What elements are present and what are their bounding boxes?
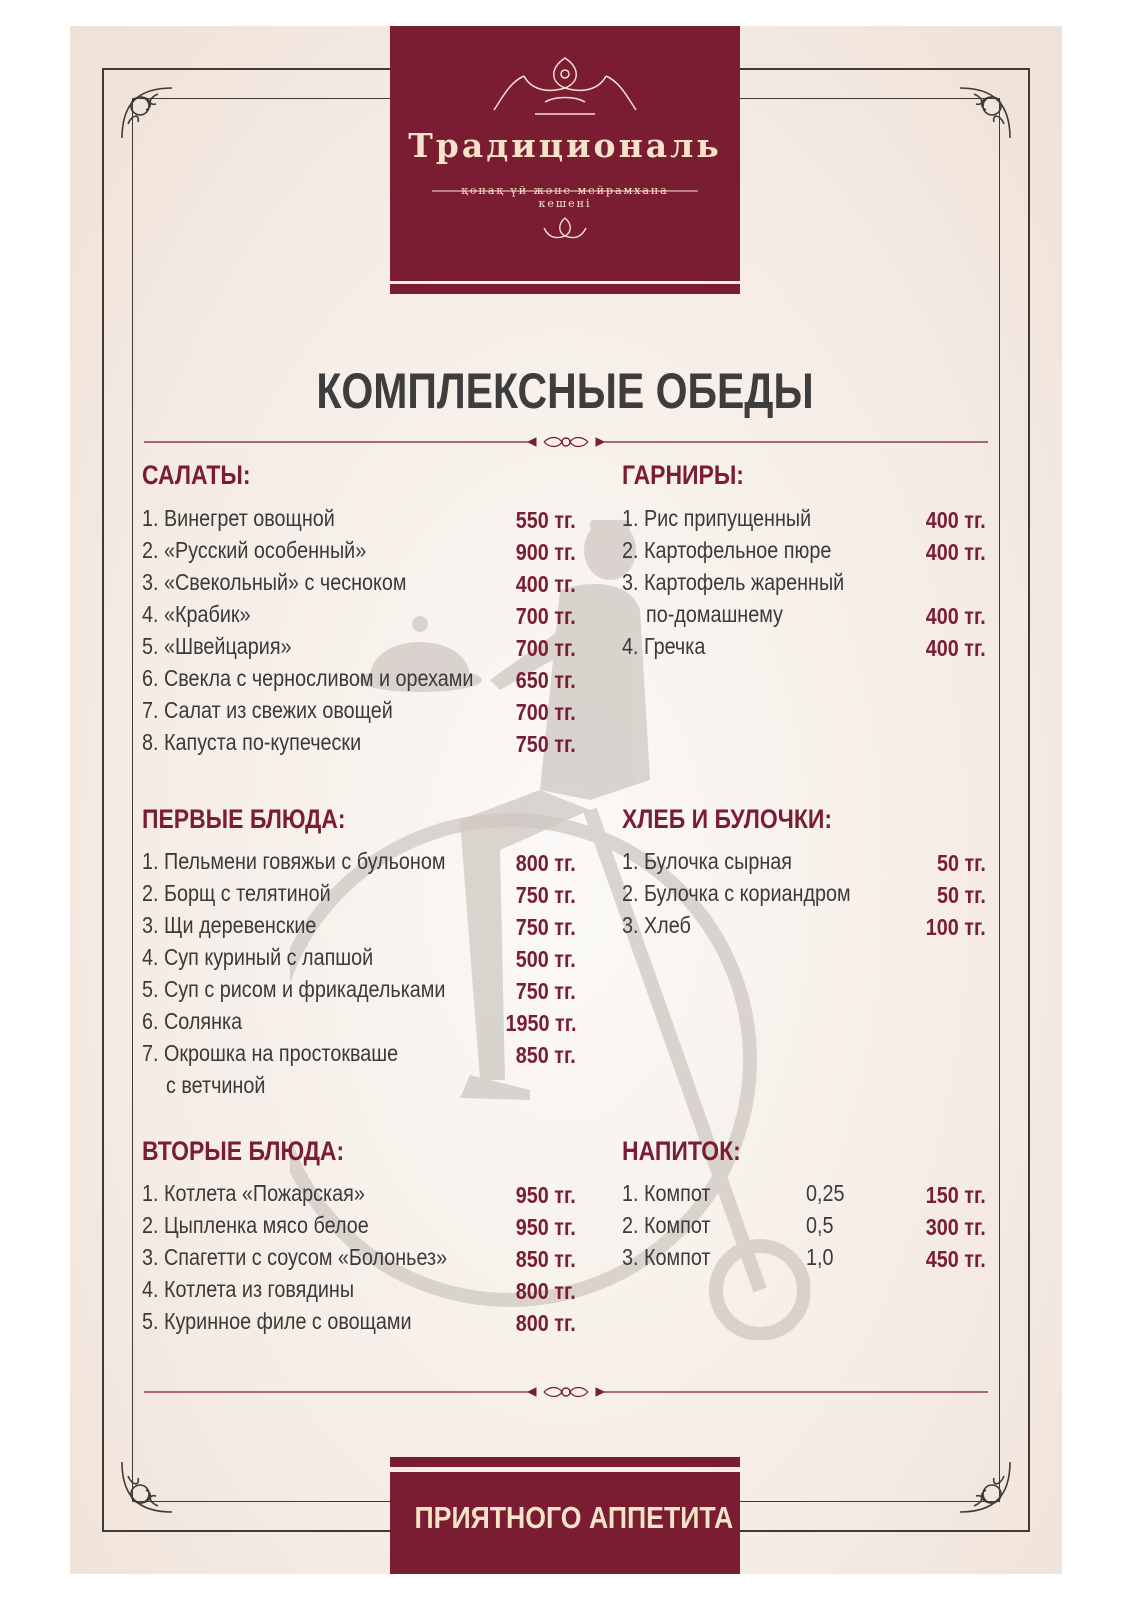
item-price: 700 тг. (516, 603, 576, 629)
item-volume: 0,25 (806, 1180, 845, 1206)
item-price: 300 тг. (926, 1214, 986, 1240)
item-price: 400 тг. (516, 571, 576, 597)
item-price: 450 тг. (926, 1246, 986, 1272)
item-price: 650 тг. (516, 667, 576, 693)
item-price: 800 тг. (516, 1310, 576, 1336)
brand-subtitle-line1: қонақ үй және мейрамхана (461, 184, 669, 197)
item-price: 150 тг. (926, 1182, 986, 1208)
brand-subtitle-line2: кешені (538, 197, 592, 210)
section-title-drinks: НАПИТОК: (622, 1136, 741, 1166)
list-item: 5. Куринное филе с овощами (142, 1308, 412, 1334)
section-title-bread: ХЛЕБ И БУЛОЧКИ: (622, 804, 833, 834)
item-price: 50 тг. (937, 882, 986, 908)
item-price: 700 тг. (516, 635, 576, 661)
list-item: 1. Винегрет овощной (142, 505, 335, 531)
list-item: 2. Цыпленка мясо белое (142, 1212, 369, 1238)
item-price: 750 тг. (516, 882, 576, 908)
flourish-corner-icon (956, 84, 1014, 142)
ornament-divider-icon (144, 434, 988, 450)
list-item: 6. Свекла с черносливом и орехами (142, 665, 474, 691)
item-price: 750 тг. (516, 978, 576, 1004)
section-title-second-courses: ВТОРЫЕ БЛЮДА: (142, 1136, 345, 1166)
list-item: 5. Суп с рисом и фрикадельками (142, 976, 446, 1002)
list-item: 2. Компот (622, 1212, 711, 1238)
brand-small-ornament-icon (540, 214, 590, 246)
item-volume: 0,5 (806, 1212, 834, 1238)
page-title: КОМПЛЕКСНЫЕ ОБЕДЫ (316, 363, 814, 419)
brand-name: Традициональ (408, 126, 722, 165)
flourish-corner-icon (118, 1458, 176, 1516)
list-item: 4. Суп куриный с лапшой (142, 944, 374, 970)
item-price: 700 тг. (516, 699, 576, 725)
list-item: 1. Компот (622, 1180, 711, 1206)
list-item-continuation: с ветчиной (166, 1072, 266, 1098)
flourish-corner-icon (118, 84, 176, 142)
item-price: 950 тг. (516, 1214, 576, 1240)
brand-ornament-icon (490, 52, 640, 122)
list-item: 2. «Русский особенный» (142, 537, 367, 563)
list-item: 1. Булочка сырная (622, 848, 792, 874)
list-item: 2. Булочка с кориандром (622, 880, 851, 906)
list-item: 8. Капуста по-купечески (142, 729, 362, 755)
list-item: 4. Котлета из говядины (142, 1276, 355, 1302)
list-item: 4. «Крабик» (142, 601, 251, 627)
item-price: 750 тг. (516, 731, 576, 757)
item-price: 400 тг. (926, 507, 986, 533)
list-item-continuation: по-домашнему (646, 601, 783, 627)
item-price: 550 тг. (516, 507, 576, 533)
item-price: 500 тг. (516, 946, 576, 972)
item-price: 400 тг. (926, 635, 986, 661)
list-item: 2. Борщ с телятиной (142, 880, 331, 906)
list-item: 3. Спагетти с соусом «Болоньез» (142, 1244, 448, 1270)
list-item: 2. Картофельное пюре (622, 537, 832, 563)
flourish-corner-icon (956, 1458, 1014, 1516)
section-title-sides: ГАРНИРЫ: (622, 460, 744, 490)
list-item: 3. «Свекольный» с чесноком (142, 569, 407, 595)
footer-bar (390, 1457, 740, 1467)
list-item: 3. Компот (622, 1244, 711, 1270)
item-price: 800 тг. (516, 850, 576, 876)
list-item: 5. «Швейцария» (142, 633, 292, 659)
section-title-first-courses: ПЕРВЫЕ БЛЮДА: (142, 804, 346, 834)
item-price: 750 тг. (516, 914, 576, 940)
item-price: 900 тг. (516, 539, 576, 565)
item-price: 1950 тг. (505, 1010, 576, 1036)
item-volume: 1,0 (806, 1244, 834, 1270)
footer-text: ПРИЯТНОГО АППЕТИТА (414, 1500, 734, 1535)
section-title-salads: САЛАТЫ: (142, 460, 251, 490)
list-item: 1. Котлета «Пожарская» (142, 1180, 365, 1206)
item-price: 50 тг. (937, 850, 986, 876)
list-item: 7. Окрошка на простокваше (142, 1040, 399, 1066)
list-item: 3. Щи деревенские (142, 912, 317, 938)
list-item: 3. Хлеб (622, 912, 691, 938)
list-item: 1. Пельмени говяжьи с бульоном (142, 848, 446, 874)
item-price: 800 тг. (516, 1278, 576, 1304)
list-item: 1. Рис припущенный (622, 505, 812, 531)
header-bar (390, 284, 740, 294)
list-item: 7. Салат из свежих овощей (142, 697, 393, 723)
item-price: 400 тг. (926, 539, 986, 565)
list-item: 4. Гречка (622, 633, 706, 659)
item-price: 850 тг. (516, 1042, 576, 1068)
item-price: 400 тг. (926, 603, 986, 629)
list-item: 3. Картофель жаренный (622, 569, 845, 595)
item-price: 850 тг. (516, 1246, 576, 1272)
item-price: 100 тг. (926, 914, 986, 940)
item-price: 950 тг. (516, 1182, 576, 1208)
list-item: 6. Солянка (142, 1008, 243, 1034)
ornament-divider-icon (144, 1384, 988, 1400)
brand-subtitle (390, 184, 740, 210)
